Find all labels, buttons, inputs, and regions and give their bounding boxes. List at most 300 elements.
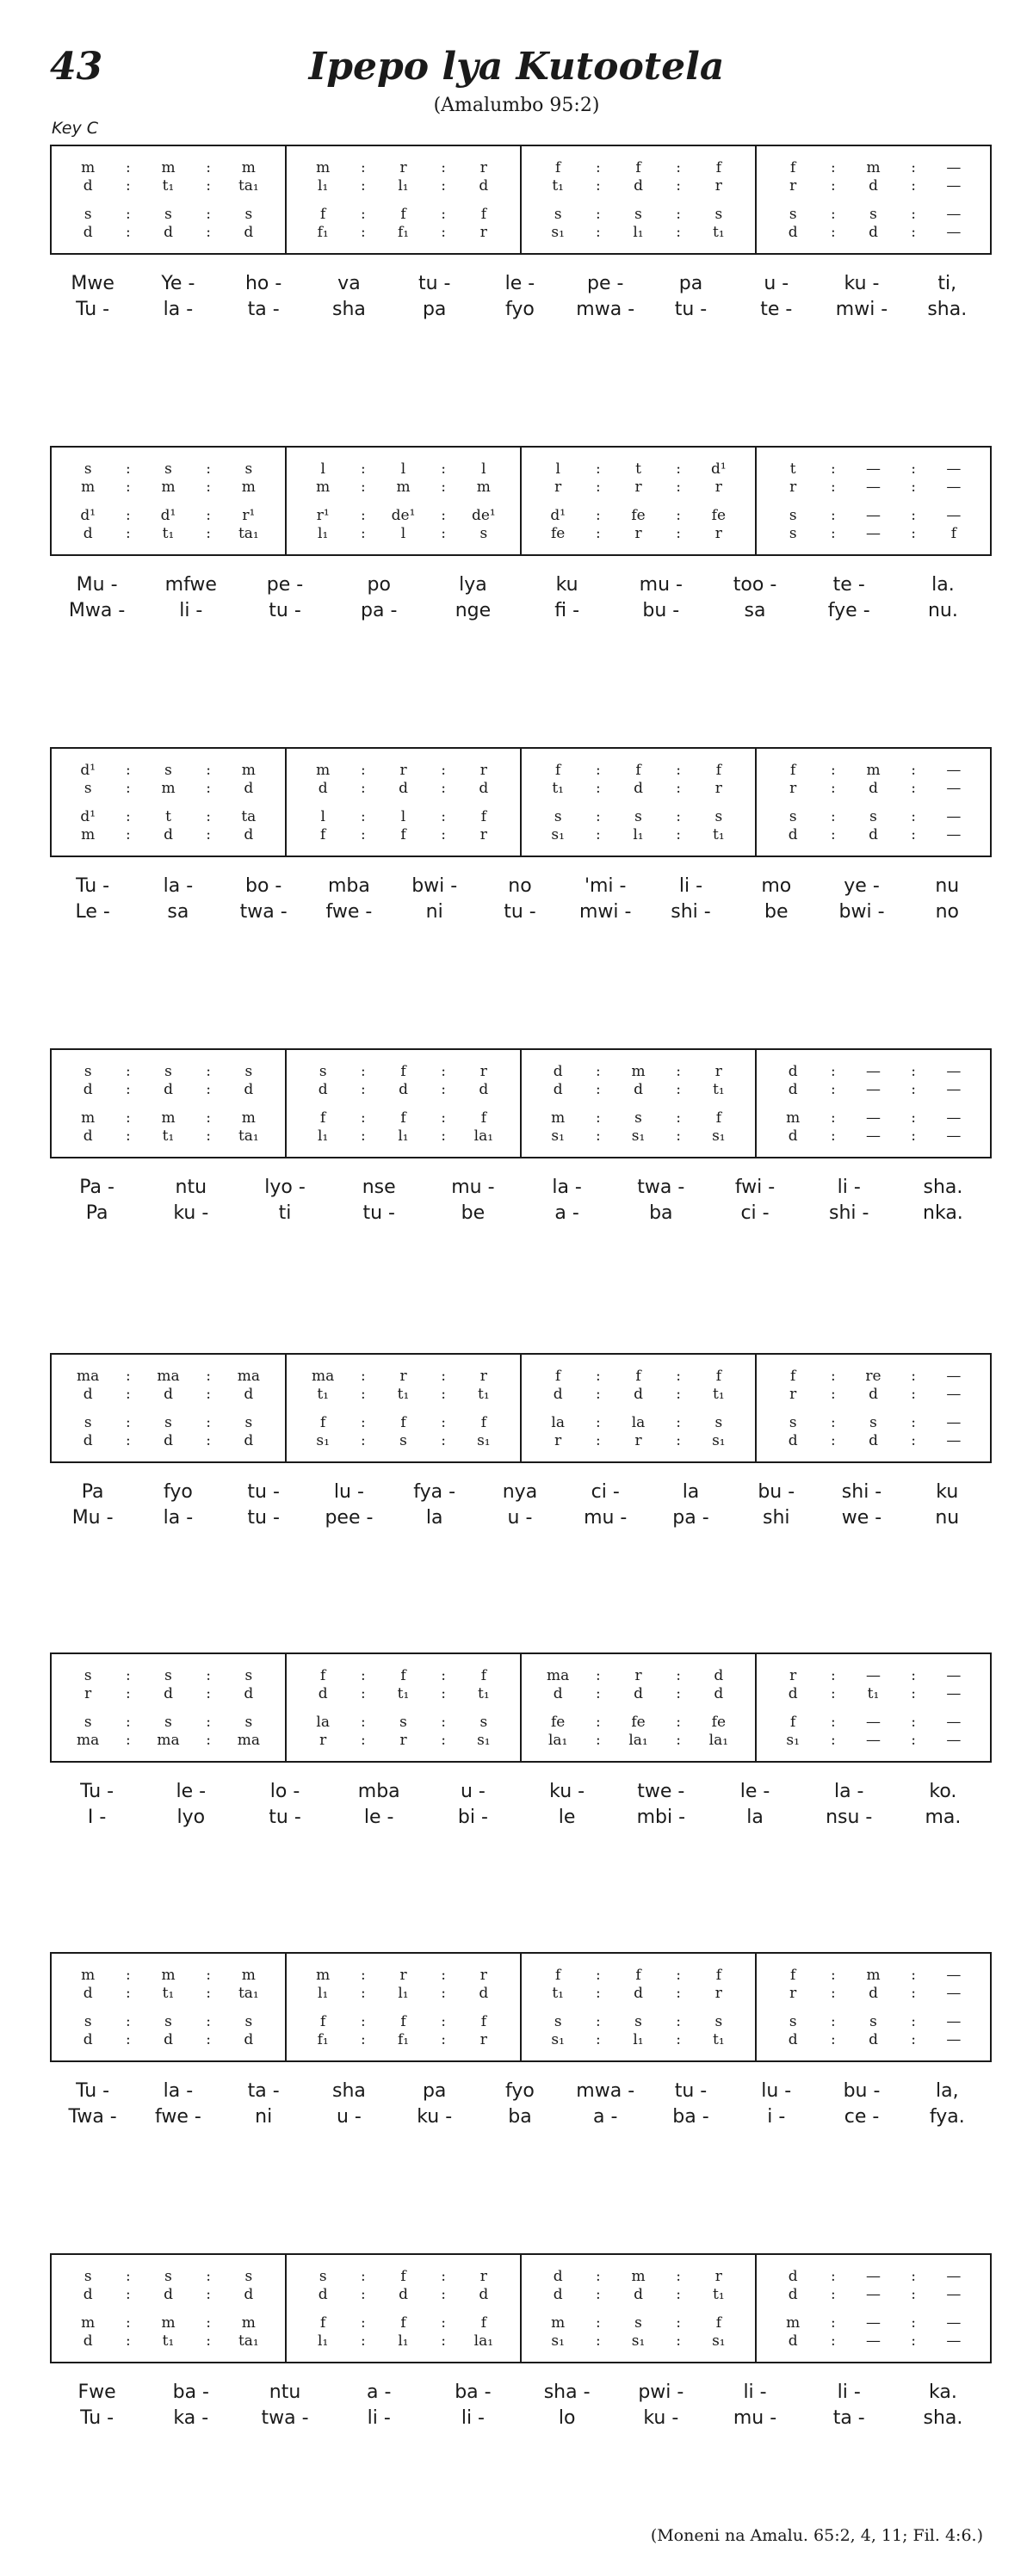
- note: r: [714, 478, 722, 496]
- note: la: [551, 1413, 565, 1431]
- note: —: [866, 1080, 881, 1098]
- note: t₁: [552, 1984, 564, 2002]
- voice-row: [287, 1062, 520, 1080]
- beat-colon: :: [206, 506, 212, 524]
- note: r: [789, 176, 797, 195]
- lyric-syllable: ko.: [929, 1780, 957, 1802]
- score-system: [50, 145, 990, 322]
- beat-colon: :: [206, 205, 212, 223]
- note: f: [480, 1413, 486, 1431]
- note: d: [869, 779, 878, 797]
- note: d: [244, 779, 254, 797]
- beat-colon: :: [830, 2332, 836, 2350]
- voice-row: [287, 1731, 520, 1749]
- beat-colon: :: [125, 1984, 131, 2002]
- note: d: [788, 2332, 798, 2350]
- beat-colon: :: [441, 825, 447, 843]
- staff-box: [50, 1353, 992, 1463]
- lyric-syllable: nka.: [923, 1202, 963, 1224]
- note: t₁: [713, 2030, 725, 2048]
- note: f: [320, 1666, 326, 1684]
- lyric-syllable: pa: [422, 2079, 447, 2102]
- staff-box: [50, 1048, 992, 1158]
- voice-row: [757, 1984, 990, 2002]
- note: f: [555, 1966, 561, 1984]
- beat-colon: :: [830, 205, 836, 223]
- beat-colon: :: [206, 1984, 212, 2002]
- note: —: [866, 1713, 881, 1731]
- note: ma: [77, 1731, 100, 1749]
- voice-row: [287, 807, 520, 825]
- beat-colon: :: [441, 2267, 447, 2285]
- beat-colon: :: [125, 1684, 131, 1702]
- note: m: [476, 478, 491, 496]
- voice-row: [52, 1080, 285, 1098]
- voice-row: [522, 1731, 755, 1749]
- note: t₁: [478, 1684, 490, 1702]
- voice-row: [757, 506, 990, 524]
- beat-colon: :: [441, 1385, 447, 1403]
- note: s: [554, 2012, 562, 2030]
- lyric-syllable: ce -: [844, 2105, 880, 2128]
- beat-colon: :: [441, 1984, 447, 2002]
- note: l: [320, 460, 325, 478]
- voice-row: [287, 2285, 520, 2303]
- note: la₁: [708, 1731, 729, 1749]
- note: d: [869, 825, 878, 843]
- lyric-syllable: be: [764, 900, 789, 923]
- beat-colon: :: [595, 779, 601, 797]
- voice-row: [757, 1127, 990, 1145]
- beat-colon: :: [441, 1713, 447, 1731]
- note: —: [946, 1127, 962, 1145]
- note: f: [790, 1966, 796, 1984]
- beat-colon: :: [441, 1966, 447, 1984]
- note: f₁: [317, 223, 329, 241]
- lyric-syllable: mwa -: [576, 2079, 635, 2102]
- beat-colon: :: [676, 2012, 682, 2030]
- measure: [520, 2255, 755, 2362]
- voice-row: [522, 1109, 755, 1127]
- beat-colon: :: [830, 158, 836, 176]
- note: f: [715, 158, 721, 176]
- note: t: [165, 807, 171, 825]
- note: d: [479, 1984, 489, 2002]
- lyric-line: [50, 1504, 990, 1530]
- hymn-title: Ipepo lya Kutootela: [308, 45, 725, 89]
- beat-colon: :: [911, 176, 917, 195]
- note: d: [553, 1080, 563, 1098]
- voice-row: [757, 1713, 990, 1731]
- note: ta₁: [238, 524, 259, 542]
- note: m: [161, 158, 176, 176]
- beat-colon: :: [125, 1966, 131, 1984]
- note: d: [318, 1080, 328, 1098]
- beat-colon: :: [206, 1684, 212, 1702]
- beat-colon: :: [830, 460, 836, 478]
- beat-colon: :: [125, 2285, 131, 2303]
- voice-row: [757, 478, 990, 496]
- note: s: [84, 2012, 92, 2030]
- note: f: [555, 158, 561, 176]
- note: s: [164, 1413, 172, 1431]
- beat-colon: :: [595, 524, 601, 542]
- beat-colon: :: [911, 1713, 917, 1731]
- note: —: [946, 1413, 962, 1431]
- voice-row: [757, 1385, 990, 1403]
- note: m: [631, 1062, 646, 1080]
- note: —: [946, 761, 962, 779]
- lyric-syllable: tu -: [504, 900, 536, 923]
- beat-colon: :: [911, 1731, 917, 1749]
- note: r: [789, 478, 797, 496]
- note: s: [319, 2267, 327, 2285]
- voice-row: [287, 2332, 520, 2350]
- note: d: [869, 1385, 878, 1403]
- beat-colon: :: [911, 1413, 917, 1431]
- note: —: [946, 205, 962, 223]
- lyric-syllable: tu -: [247, 1506, 280, 1529]
- measure: [52, 2255, 285, 2362]
- note: d¹: [710, 460, 727, 478]
- voice-row: [757, 2332, 990, 2350]
- beat-colon: :: [360, 1385, 366, 1403]
- note: la: [316, 1713, 330, 1731]
- beat-colon: :: [125, 1127, 131, 1145]
- lyric-syllable: ku: [555, 573, 578, 596]
- lyric-syllable: tu -: [674, 2079, 708, 2102]
- voice-row: [522, 478, 755, 496]
- note: m: [241, 1966, 256, 1984]
- voice-row: [52, 1713, 285, 1731]
- lyric-syllable: lo: [558, 2406, 576, 2429]
- beat-colon: :: [911, 2012, 917, 2030]
- voice-row: [52, 460, 285, 478]
- lyric-syllable: fwe -: [154, 2105, 201, 2128]
- note: m: [866, 1966, 881, 1984]
- beat-colon: :: [595, 176, 601, 195]
- beat-colon: :: [595, 1431, 601, 1449]
- lyric-syllable: la -: [163, 2079, 194, 2102]
- staff-box: [50, 446, 992, 556]
- beat-colon: :: [206, 2267, 212, 2285]
- note: fe: [631, 1713, 646, 1731]
- lyric-syllable: fyo: [505, 298, 535, 320]
- note: d: [318, 1684, 328, 1702]
- lyric-syllable: ku -: [643, 2406, 679, 2429]
- voice-row: [757, 2285, 990, 2303]
- lyric-line: [50, 270, 990, 296]
- lyric-syllable: ba: [649, 1202, 673, 1224]
- lyric-syllable: lo -: [269, 1780, 300, 1802]
- measure: [52, 146, 285, 253]
- voice-row: [287, 176, 520, 195]
- note: m: [396, 478, 411, 496]
- voice-row: [52, 158, 285, 176]
- voice-row: [52, 1062, 285, 1080]
- voice-row: [52, 1666, 285, 1684]
- beat-colon: :: [206, 176, 212, 195]
- note: m: [316, 478, 331, 496]
- note: d: [318, 779, 328, 797]
- note: s: [164, 460, 172, 478]
- lyric-line: [50, 597, 990, 623]
- beat-colon: :: [595, 807, 601, 825]
- measure: [285, 1050, 520, 1157]
- note: f: [715, 1109, 721, 1127]
- lyric-syllable: mu -: [584, 1506, 628, 1529]
- beat-colon: :: [441, 1731, 447, 1749]
- beat-colon: :: [830, 1666, 836, 1684]
- lyric-syllable: fye -: [827, 599, 870, 621]
- beat-colon: :: [206, 1385, 212, 1403]
- beat-colon: :: [911, 1666, 917, 1684]
- lyric-syllable: lyo -: [264, 1176, 306, 1198]
- voice-row: [757, 1367, 990, 1385]
- beat-colon: :: [125, 779, 131, 797]
- measure: [520, 146, 755, 253]
- beat-colon: :: [911, 1984, 917, 2002]
- beat-colon: :: [595, 2285, 601, 2303]
- note: r: [479, 2030, 487, 2048]
- note: d¹: [80, 761, 96, 779]
- beat-colon: :: [125, 761, 131, 779]
- beat-colon: :: [595, 1367, 601, 1385]
- beat-colon: :: [206, 1713, 212, 1731]
- voice-row: [757, 1062, 990, 1080]
- voice-row: [52, 1984, 285, 2002]
- note: f: [635, 761, 641, 779]
- lyric-syllable: ntu: [269, 2381, 301, 2403]
- beat-colon: :: [595, 1080, 601, 1098]
- note: d: [83, 223, 93, 241]
- note: —: [946, 1731, 962, 1749]
- beat-colon: :: [595, 1966, 601, 1984]
- note: m: [161, 779, 176, 797]
- staff-box: [50, 2253, 992, 2363]
- note: d: [164, 1080, 173, 1098]
- beat-colon: :: [125, 460, 131, 478]
- note: l: [400, 807, 406, 825]
- note: f: [400, 205, 406, 223]
- voice-row: [522, 1413, 755, 1431]
- note: s₁: [551, 1127, 565, 1145]
- note: m: [161, 2313, 176, 2332]
- voice-row: [52, 2267, 285, 2285]
- score-system: [50, 446, 990, 623]
- note: s: [714, 1413, 723, 1431]
- measure: [520, 749, 755, 856]
- beat-colon: :: [676, 2332, 682, 2350]
- measure: [285, 2255, 520, 2362]
- note: f₁: [397, 2030, 410, 2048]
- note: m: [316, 158, 331, 176]
- beat-colon: :: [911, 223, 917, 241]
- note: l₁: [398, 2332, 409, 2350]
- beat-colon: :: [911, 1966, 917, 1984]
- beat-colon: :: [360, 506, 366, 524]
- note: —: [946, 1109, 962, 1127]
- beat-colon: :: [360, 1367, 366, 1385]
- beat-colon: :: [360, 223, 366, 241]
- lyric-syllable: tu -: [362, 1202, 395, 1224]
- note: re: [865, 1367, 881, 1385]
- lyric-syllable: la: [682, 1480, 700, 1503]
- voice-row: [287, 158, 520, 176]
- note: f: [400, 2012, 406, 2030]
- note: f: [400, 1109, 406, 1127]
- beat-colon: :: [911, 2030, 917, 2048]
- measure: [52, 1355, 285, 1461]
- beat-colon: :: [676, 807, 682, 825]
- voice-row: [757, 1666, 990, 1684]
- note: f₁: [317, 2030, 329, 2048]
- lyric-syllable: ba: [508, 2105, 532, 2128]
- beat-colon: :: [360, 2332, 366, 2350]
- note: —: [946, 779, 962, 797]
- beat-colon: :: [676, 1367, 682, 1385]
- beat-colon: :: [595, 158, 601, 176]
- measure: [285, 749, 520, 856]
- voice-row: [287, 1109, 520, 1127]
- note: t: [789, 460, 796, 478]
- note: s: [634, 205, 642, 223]
- note: r: [714, 1062, 722, 1080]
- beat-colon: :: [911, 158, 917, 176]
- note: ma: [237, 1731, 260, 1749]
- lyric-syllable: mba: [357, 1780, 400, 1802]
- lyric-syllable: Tu -: [76, 874, 110, 897]
- note: m: [241, 1109, 256, 1127]
- note: d: [244, 223, 254, 241]
- beat-colon: :: [595, 2313, 601, 2332]
- lyric-syllable: ba -: [455, 2381, 492, 2403]
- note: d: [83, 176, 93, 195]
- beat-colon: :: [911, 1431, 917, 1449]
- beat-colon: :: [206, 761, 212, 779]
- beat-colon: :: [830, 1127, 836, 1145]
- voice-row: [757, 2313, 990, 2332]
- lyric-syllable: Pa -: [79, 1176, 114, 1198]
- note: d¹: [80, 807, 96, 825]
- score-system: [50, 2253, 990, 2431]
- note: t: [635, 460, 641, 478]
- note: s: [319, 1062, 327, 1080]
- note: r: [789, 1666, 797, 1684]
- lyric-syllable: ta -: [832, 2406, 865, 2429]
- note: d: [164, 223, 173, 241]
- note: —: [946, 460, 962, 478]
- note: m: [241, 478, 256, 496]
- voice-row: [52, 2012, 285, 2030]
- note: s: [164, 2267, 172, 2285]
- lyric-syllable: tu -: [269, 599, 301, 621]
- note: r: [714, 779, 722, 797]
- lyric-syllable: ku -: [417, 2105, 453, 2128]
- note: f: [950, 524, 956, 542]
- lyric-line: [50, 571, 990, 597]
- lyric-syllable: la -: [163, 298, 194, 320]
- note: —: [866, 2332, 881, 2350]
- note: d: [634, 1984, 643, 2002]
- beat-colon: :: [441, 223, 447, 241]
- note: ma: [77, 1367, 100, 1385]
- beat-colon: :: [125, 2030, 131, 2048]
- lyric-syllable: bo -: [244, 874, 282, 897]
- note: s: [244, 1062, 253, 1080]
- note: f: [320, 1109, 326, 1127]
- voice-row: [757, 761, 990, 779]
- beat-colon: :: [830, 825, 836, 843]
- note: fe: [551, 524, 566, 542]
- note: s₁: [477, 1731, 491, 1749]
- beat-colon: :: [206, 2332, 212, 2350]
- note: r: [479, 223, 487, 241]
- lyric-syllable: Fwe: [77, 2381, 116, 2403]
- lyric-syllable: sha: [331, 2079, 366, 2102]
- lyric-syllable: pa -: [361, 599, 398, 621]
- beat-colon: :: [360, 761, 366, 779]
- beat-colon: :: [206, 2285, 212, 2303]
- beat-colon: :: [441, 524, 447, 542]
- beat-colon: :: [206, 223, 212, 241]
- note: d: [318, 2285, 328, 2303]
- lyric-syllable: ti,: [937, 272, 957, 294]
- voice-row: [522, 205, 755, 223]
- note: l₁: [318, 524, 329, 542]
- lyric-syllable: Pa: [85, 1202, 108, 1224]
- lyric-syllable: ta -: [247, 298, 280, 320]
- staff-box: [50, 145, 992, 255]
- note: l₁: [633, 825, 644, 843]
- voice-row: [757, 176, 990, 195]
- note: fe: [551, 1713, 566, 1731]
- voice-row: [757, 205, 990, 223]
- note: s: [164, 2012, 172, 2030]
- lyric-syllable: no: [508, 874, 532, 897]
- beat-colon: :: [830, 761, 836, 779]
- beat-colon: :: [441, 2313, 447, 2332]
- lyric-syllable: sa: [744, 599, 766, 621]
- beat-colon: :: [360, 176, 366, 195]
- lyric-syllable: pe -: [587, 272, 624, 294]
- beat-colon: :: [595, 1385, 601, 1403]
- lyric-line: [50, 2103, 990, 2129]
- lyric-syllable: a -: [593, 2105, 618, 2128]
- note: la₁: [473, 2332, 494, 2350]
- note: d: [788, 1431, 798, 1449]
- lyric-syllable: ntu: [175, 1176, 207, 1198]
- note: —: [946, 2285, 962, 2303]
- lyric-syllable: ka -: [173, 2406, 209, 2429]
- note: r: [789, 1984, 797, 2002]
- lyric-syllable: ta -: [247, 2079, 280, 2102]
- beat-colon: :: [676, 524, 682, 542]
- lyric-syllable: twa -: [637, 1176, 685, 1198]
- beat-colon: :: [911, 825, 917, 843]
- beat-colon: :: [676, 1080, 682, 1098]
- beat-colon: :: [360, 1713, 366, 1731]
- note: s: [869, 2012, 877, 2030]
- note: d: [869, 1984, 878, 2002]
- note: s: [164, 1666, 172, 1684]
- note: r: [634, 1666, 642, 1684]
- note: r: [634, 524, 642, 542]
- voice-row: [522, 1984, 755, 2002]
- lyric-syllable: twe -: [637, 1780, 685, 1802]
- voice-row: [52, 223, 285, 241]
- note: —: [866, 2267, 881, 2285]
